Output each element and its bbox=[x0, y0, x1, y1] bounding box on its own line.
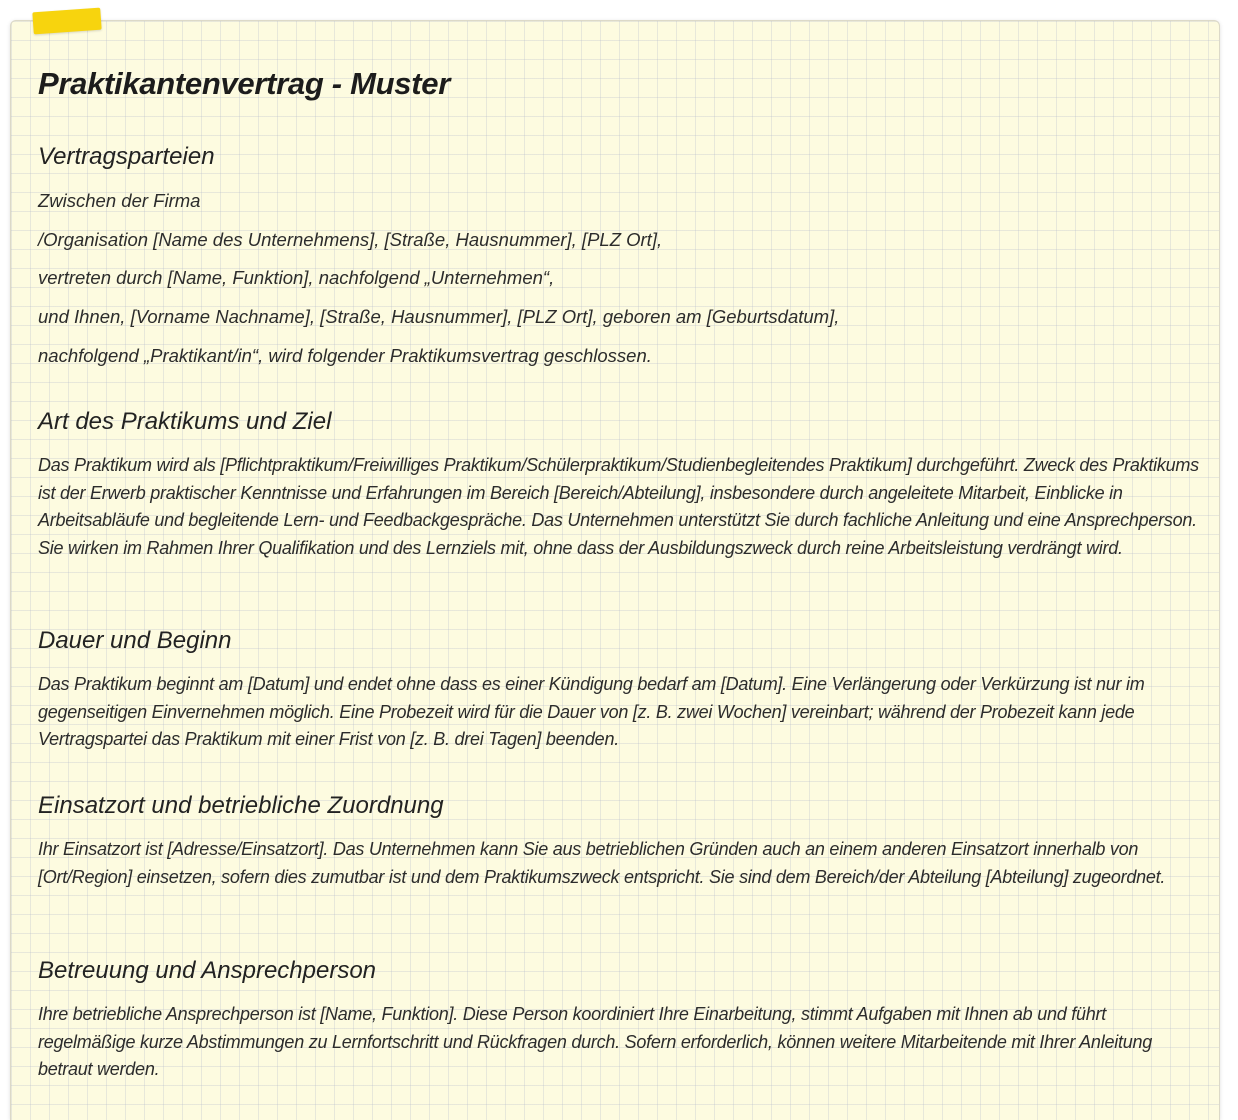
party-line: /Organisation [Name des Unternehmens], [Straße, Hausnummer], [PLZ Ort], bbox=[38, 229, 663, 250]
section-body-dauer-und-beginn: Das Praktikum beginnt am [Datum] und endet ohne dass es einer Kündigung bedarf am [Datum]. Eine Verlängerung oder Verkürzung ist nur im gegenseitigen Einvernehmen möglich. Eine Probezeit wird für die Dauer von [z. B. zwei Wochen] vereinbart; während der Probezeit kann jede Vertragspartei das Praktikum mit einer Frist von [z. B. drei Tagen] beenden. bbox=[38, 674, 1145, 749]
section-body-einsatzort: Ihr Einsatzort ist [Adresse/Einsatzort]. Das Unternehmen kann Sie aus betrieblichen Gründen auch an einem anderen Einsatzort innerhalb von [Ort/Region] einsetzen, sofern dies zumutbar ist und dem Praktikumszweck entspricht. Sie sind dem Bereich/der Abteilung [Abteilung] zugeordnet. bbox=[38, 839, 1166, 887]
section-heading-vertragsparteien: Vertragsparteien bbox=[38, 143, 215, 170]
document-paper bbox=[10, 20, 1220, 1120]
section-body-betreuung: Ihre betriebliche Ansprechperson ist [Name, Funktion]. Diese Person koordiniert Ihre Einarbeitung, stimmt Aufgaben mit Ihnen ab und führt regelmäßige kurze Abstimmungen zu Lernfortschritt und Rückfragen durch. Sofern erforderlich, können weitere Mitarbeitende mit Ihrer Anleitung betraut werden. bbox=[38, 1004, 1152, 1079]
party-line: vertreten durch [Name, Funktion], nachfolgend „Unternehmen“, bbox=[38, 267, 555, 288]
party-line: und Ihnen, [Vorname Nachname], [Straße, Hausnummer], [PLZ Ort], geboren am [Geburtsdatum], bbox=[38, 306, 840, 327]
party-line: Zwischen der Firma bbox=[38, 190, 201, 211]
section-body-art-des-praktikums: Das Praktikum wird als [Pflichtpraktikum/Freiwilliges Praktikum/Schülerpraktikum/Studienbegleitendes Praktikum] durchgeführt. Zweck des Praktikums ist der Erwerb praktischer Kenntnisse und Erfahrungen im Bereich [Bereich/Abteilung], insbesondere durch angeleitete Mitarbeit, Einblicke in Arbeitsabläufe und begleitende Lern- und Feedbackgespräche. Das Unternehmen unterstützt Sie durch fachliche Anleitung und eine Ansprechperson. Sie wirken im Rahmen Ihrer Qualifikation und des Lernziels mit, ohne dass der Ausbildungszweck durch reine Arbeitsleistung verdrängt wird. bbox=[38, 455, 1199, 558]
section-heading-art-des-praktikums: Art des Praktikums und Ziel bbox=[38, 408, 332, 435]
tape-decoration bbox=[32, 8, 101, 35]
document-title: Praktikantenvertrag - Muster bbox=[38, 66, 450, 101]
section-heading-betreuung: Betreuung und Ansprechperson bbox=[38, 957, 377, 984]
section-heading-einsatzort: Einsatzort und betriebliche Zuordnung bbox=[38, 792, 444, 819]
party-line: nachfolgend „Praktikant/in“, wird folgender Praktikumsvertrag geschlossen. bbox=[38, 345, 652, 366]
section-heading-dauer-und-beginn: Dauer und Beginn bbox=[38, 627, 232, 654]
